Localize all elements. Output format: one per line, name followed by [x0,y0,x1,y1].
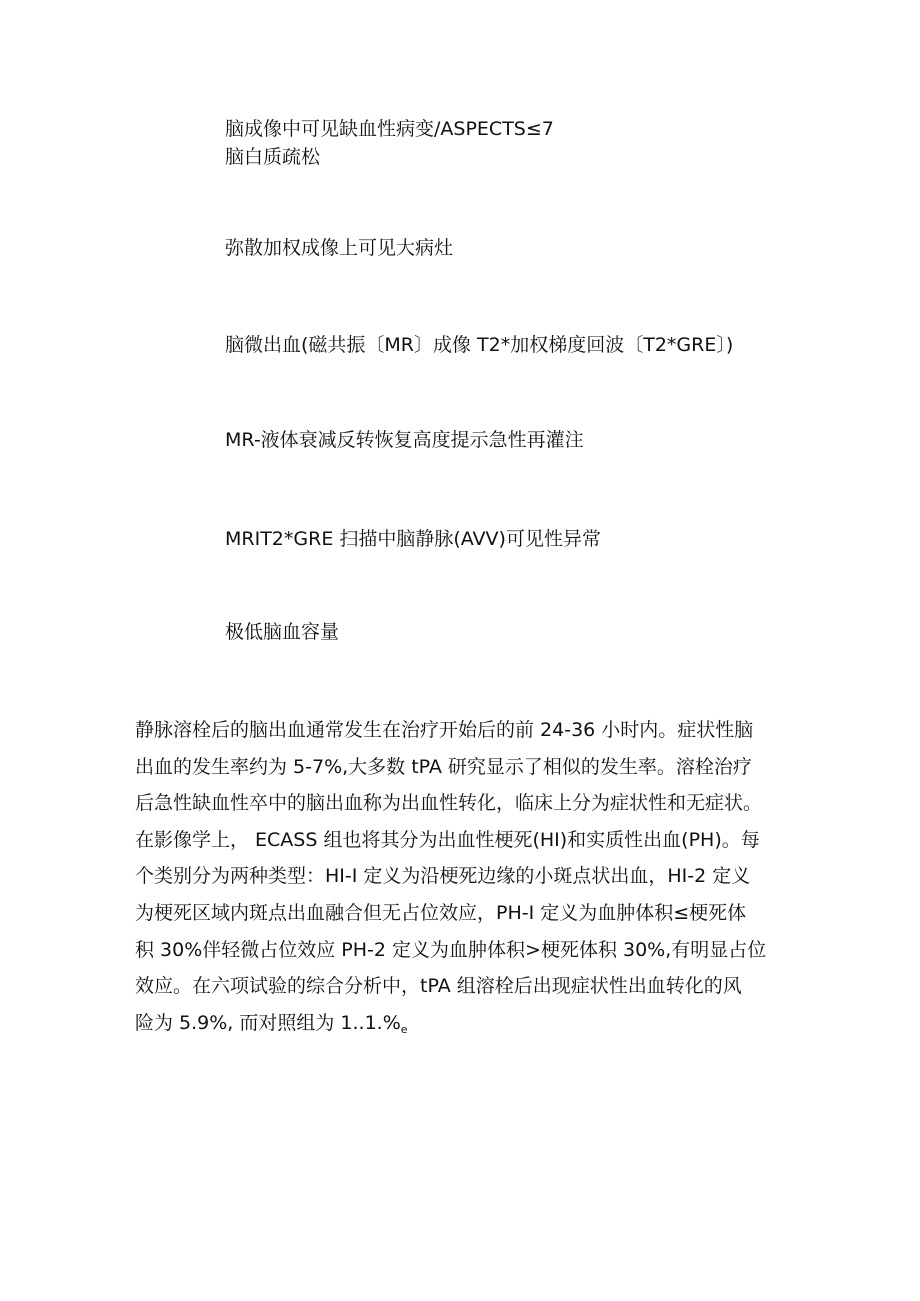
paragraph-line: 后急性缺血性卒中的脑出血称为出血性转化，临床上分为症状性和无症状。 [135,792,763,815]
paragraph-line: 效应。在六项试验的综合分析中，tPA 组溶栓后出现症状性出血转化的风 [135,975,742,998]
list-item-avv-abnormal: MRIT2*GRE 扫描中脑静脉(AVV)可见性异常 [225,528,601,550]
paragraph-line: 在影像学上， ECASS 组也将其分为出血性梗死(HI)和实质性出血(PH)。每 [135,828,760,851]
paragraph-line: 为梗死区域内斑点出血融合但无占位效应，PH-I 定义为血肿体积≤梗死体 [135,901,747,924]
paragraph-last-line-text: 险为 5.9%, 而对照组为 1..1.% [135,1011,401,1034]
list-item-leukoaraiosis: 脑白质疏松 [225,146,321,168]
list-item-ischemic-lesion: 脑成像中可见缺血性病变/ASPECTS≤7 [225,118,554,140]
paragraph-line: 个类别分为两种类型：HI-I 定义为沿梗死边缘的小斑点状出血，HI-2 定义 [135,865,751,888]
list-item-flair-reperfusion: MR-液体衰减反转恢复高度提示急性再灌注 [225,429,584,451]
body-paragraph [135,712,800,1041]
list-item-dwi-large-lesion: 弥散加权成像上可见大病灶 [225,237,454,259]
paragraph-last-suffix: e [400,1022,408,1036]
paragraph-line: 积 30%伴轻微占位效应 PH-2 定义为血肿体积>梗死体积 30%,有明显占位 [135,938,767,961]
paragraph-line: 静脉溶栓后的脑出血通常发生在治疗开始后的前 24-36 小时内。症状性脑 [135,719,754,741]
list-item-microbleeds: 脑微出血(磁共振〔MR〕成像 T2*加权梯度回波〔T2*GRE〕) [225,334,734,356]
paragraph-line: 出血的发生率约为 5-7%,大多数 tPA 研究显示了相似的发生率。溶栓治疗 [135,755,752,778]
list-item-low-cbv: 极低脑血容量 [225,621,340,643]
paragraph-last-line [135,1005,800,1042]
